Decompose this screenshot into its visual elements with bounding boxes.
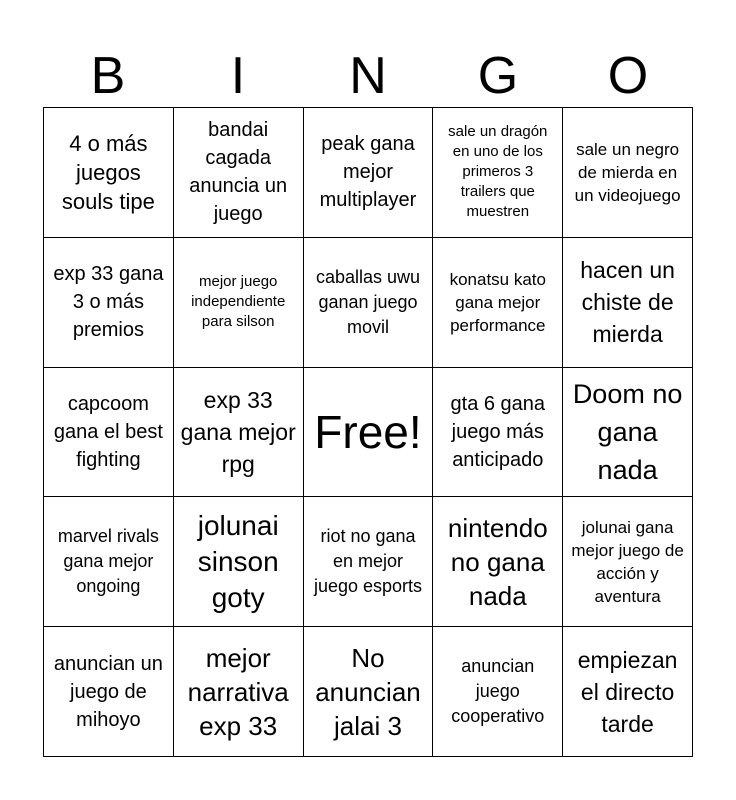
cell-text: mejor juego independiente para silson (191, 273, 286, 331)
bingo-cell[interactable] (563, 497, 693, 627)
cell-text: bandai cagada anuncia un juego (189, 119, 288, 226)
bingo-cell[interactable] (174, 238, 304, 368)
bingo-cell[interactable] (433, 368, 563, 498)
bingo-cell[interactable] (304, 627, 434, 757)
header-letter-i: I (230, 47, 246, 105)
cell-text: sale un dragón en uno de los primeros 3 trailers que muestren (448, 123, 548, 221)
cell-text: marvel rivals gana mejor ongoing (57, 526, 159, 597)
cell-text: sale un negro de mierda en un videojuego (574, 139, 681, 205)
bingo-header (43, 45, 693, 107)
bingo-cell[interactable] (44, 108, 174, 238)
bingo-cell[interactable] (563, 108, 693, 238)
cell-text: jolunai sinson goty (197, 509, 279, 613)
bingo-cell[interactable] (44, 497, 174, 627)
header-letter-b: B (90, 47, 126, 105)
cell-text: riot no gana en mejor juego esports (313, 526, 423, 597)
bingo-card-grid (43, 107, 693, 757)
free-cell-text: Free! (314, 405, 422, 458)
cell-text: anuncian un juego de mihoyo (53, 652, 163, 731)
cell-text: konatsu kato gana mejor performance (449, 269, 546, 335)
cell-text: exp 33 gana mejor rpg (180, 386, 296, 477)
bingo-cell[interactable] (174, 368, 304, 498)
bingo-cell[interactable] (433, 627, 563, 757)
bingo-cell[interactable] (433, 108, 563, 238)
header-letter-o: O (607, 47, 649, 105)
cell-text: jolunai gana mejor juego de acción y aventura (571, 517, 684, 606)
bingo-cell[interactable] (174, 497, 304, 627)
cell-text: exp 33 gana 3 o más premios (53, 263, 164, 342)
bingo-cell[interactable] (304, 108, 434, 238)
cell-text: caballas uwu ganan juego movil (315, 266, 421, 337)
cell-text: gta 6 gana juego más anticipado (450, 392, 546, 471)
cell-text: 4 o más juegos souls tipe (61, 130, 155, 214)
bingo-cell[interactable] (563, 368, 693, 498)
header-letter-n: N (349, 47, 387, 105)
bingo-cell[interactable] (44, 368, 174, 498)
bingo-cell[interactable] (433, 497, 563, 627)
cell-text: peak gana mejor multiplayer (319, 133, 417, 212)
bingo-cell[interactable] (174, 108, 304, 238)
bingo-cell[interactable] (304, 238, 434, 368)
cell-text: No anuncian jalai 3 (315, 642, 421, 741)
cell-text: capcoom gana el best fighting (53, 392, 163, 471)
bingo-cell[interactable] (563, 627, 693, 757)
cell-text: nintendo no gana nada (447, 512, 548, 611)
bingo-cell[interactable] (44, 627, 174, 757)
cell-text: anuncian juego cooperativo (451, 656, 545, 727)
bingo-cell[interactable] (304, 497, 434, 627)
bingo-cell[interactable] (44, 238, 174, 368)
cell-text: empiezan el directo tarde (577, 646, 678, 737)
cell-text: Doom no gana nada (572, 378, 683, 485)
cell-text: hacen un chiste de mierda (580, 257, 675, 348)
header-letter-g: G (477, 47, 519, 105)
bingo-cell[interactable] (174, 627, 304, 757)
bingo-cell[interactable] (563, 238, 693, 368)
bingo-free-cell[interactable] (304, 368, 434, 498)
cell-text: mejor narrativa exp 33 (187, 642, 289, 741)
bingo-cell[interactable] (433, 238, 563, 368)
